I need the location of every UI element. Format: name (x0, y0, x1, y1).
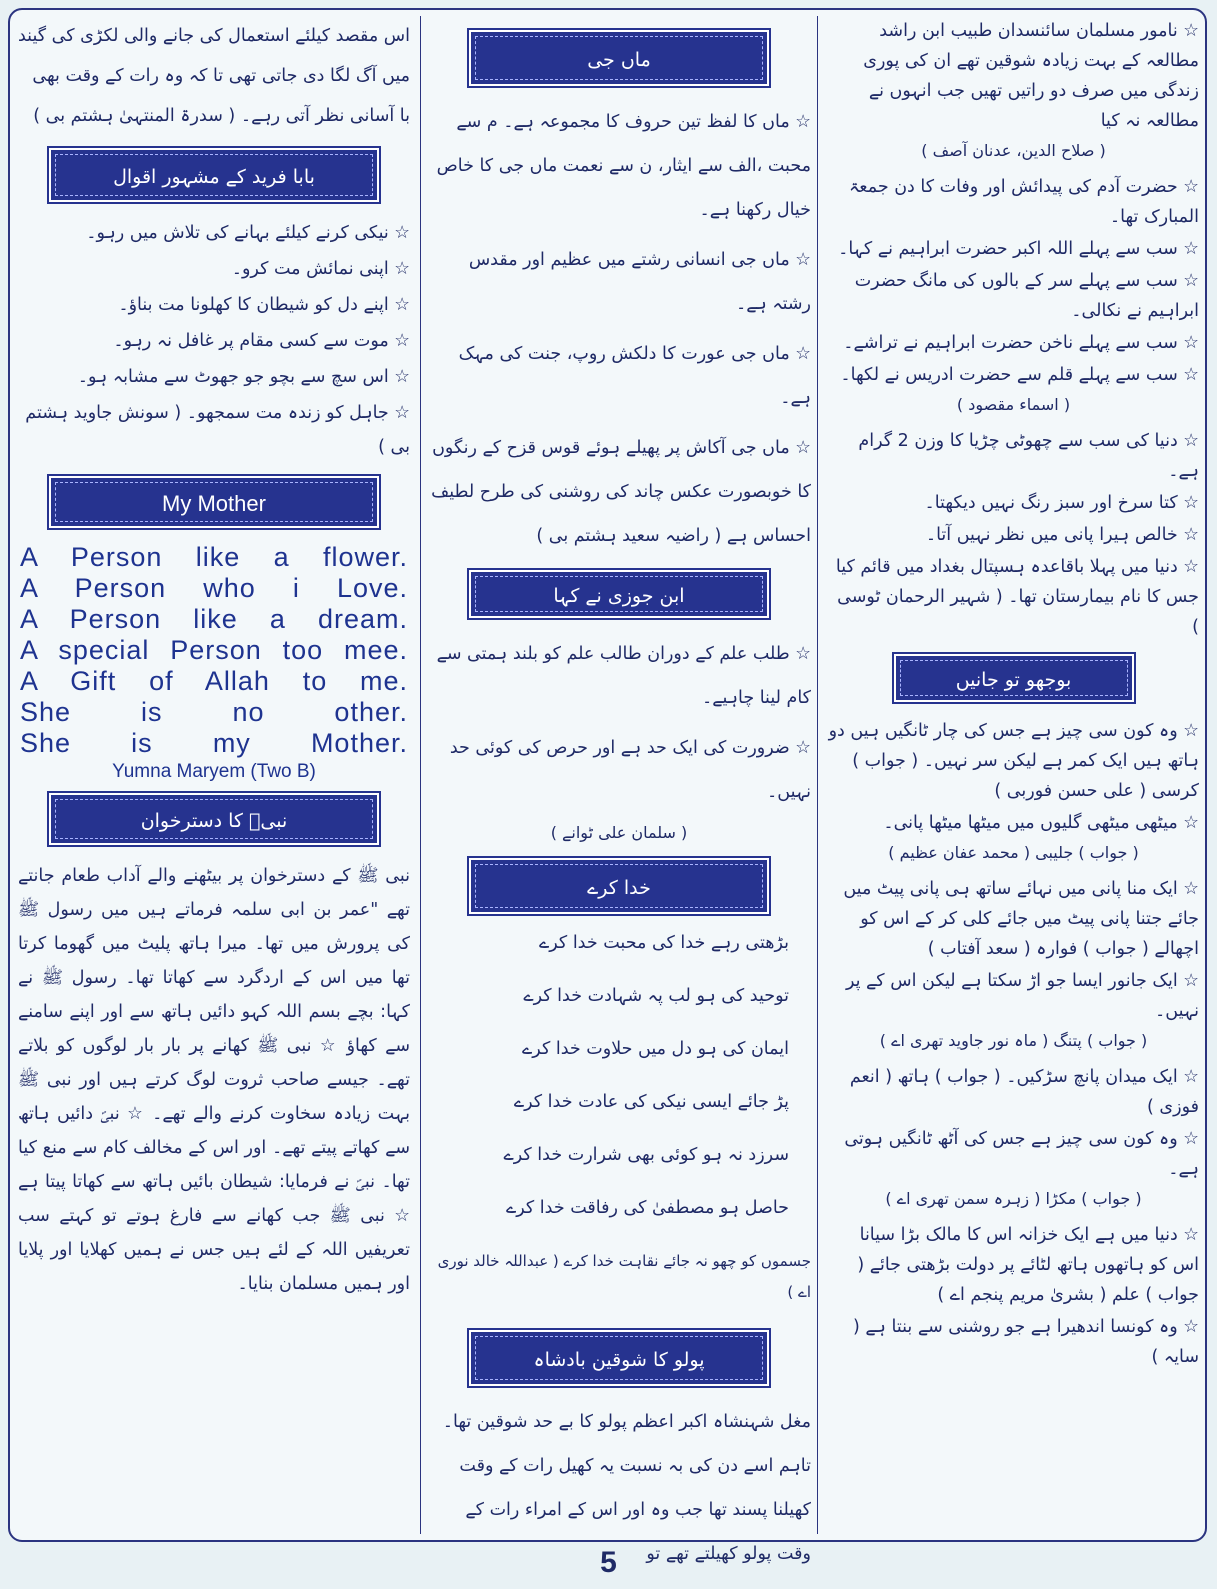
ibn-jauzi-item: ☆ ضرورت کی ایک حد ہے اور حرص کی کوئی حد نہیں۔ (449, 738, 811, 802)
english-poem-line: A special Person too mee. (20, 635, 408, 665)
poem-line: حاصل ہو مصطفیٰ کی رفاقت خدا کرے (506, 1198, 789, 1218)
fact-item: ☆ سب سے پہلے ناخن حضرت ابراہیم نے تراشے۔ (843, 333, 1199, 353)
riddle-item: ☆ ایک جانور ایسا جو اڑ سکتا ہے لیکن اس کے پر نہیں۔ (845, 971, 1199, 1021)
english-poem-line: A Gift of Allah to me. (20, 666, 408, 696)
left-column (12, 16, 416, 1534)
saying-item: ☆ نیکی کرنے کیلئے بہانے کی تلاش میں رہو۔ (86, 223, 410, 243)
riddle-item: ☆ ایک منا پانی میں نہائے ساتھ ہی پانی پیٹ میں جائے جتنا پانی پیٹ میں جائے کلی کر کے اس کو اچھالے ( جواب ) فوارہ ( سعد آفتاب ) (843, 879, 1199, 959)
polo-text: مغل شہنشاہ اکبر اعظم پولو کا بے حد شوقین تھا۔ تاہم اسے دن کی بہ نسبت یہ کھیل رات کے وقت کھیلنا پسند تھا جب وہ اور اس کے امراء رات کے وقت پولو کھیلتے تھے تو (442, 1412, 811, 1564)
riddle-item: ☆ وہ کونسا اندھیرا ہے جو روشنی سے بنتا ہے ( سایہ ) (853, 1317, 1199, 1367)
my-mother-heading-box (49, 476, 379, 528)
riddle-item: ☆ میٹھی میٹھی گلیوں میں میٹھا میٹھا پانی۔ (883, 813, 1199, 833)
fact-item: ☆ نامور مسلمان سائنسدان طبیب ابن راشد مطالعہ کے بہت زیادہ شوقین تھے ان کی پوری زندگی میں صرف دو راتیں تھیں جب انہوں نے مطالعہ نہ کیا (863, 21, 1199, 131)
maa-ji-heading: ماں جی (587, 49, 651, 71)
fact-item: ☆ دنیا میں پہلا باقاعدہ ہسپتال بغداد میں قائم کیا جس کا نام بیمارستان تھا۔ ( شہیر الرحمان ٹوسی ) (835, 557, 1199, 637)
right-column (822, 16, 1205, 1534)
saying-item: ☆ جاہل کو زندہ مت سمجھو۔ ( سونش جاوید ہشتم بی ) (25, 403, 410, 457)
poem-line: بڑھتی رہے خدا کی محبت خدا کرے (539, 933, 789, 953)
polo-heading: پولو کا شوقین بادشاہ (533, 1349, 705, 1371)
fact-item: ☆ کتا سرخ اور سبز رنگ نہیں دیکھتا۔ (924, 493, 1199, 513)
fact-item: ☆ سب سے پہلے اللہ اکبر حضرت ابراہیم نے کہا۔ (838, 239, 1199, 259)
maa-ji-item: ☆ ماں جی انسانی رشتے میں عظیم اور مقدس رشتہ ہے۔ (468, 250, 811, 314)
riddle-item: ☆ وہ کون سی چیز ہے جس کی آٹھ ٹانگیں ہوتی ہے۔ (844, 1129, 1199, 1179)
riddles-heading-box (894, 654, 1134, 702)
fact-item: ☆ دنیا کی سب سے چھوٹی چڑیا کا وزن 2 گرام ہے۔ (858, 431, 1199, 481)
riddle-answer: ( جواب ) مکڑا ( زہرہ سمن تھری اے ) (885, 1189, 1142, 1208)
contributor-credit: ( صلاح الدین، عدنان آصف ) (921, 141, 1106, 160)
maa-ji-item: ☆ ماں جی آکاش پر پھیلے ہوئے قوس قزح کے رنگوں کا خوبصورت عکس چاند کی روشنی کی طرح لطیف احساس ہے ( راضیہ سعید ہشتم بی ) (431, 438, 811, 546)
ibn-jauzi-heading-box (469, 570, 769, 618)
poem-line: ایمان کی ہو دل میں حلاوت خدا کرے (522, 1039, 789, 1059)
dastarkhwan-heading-box (49, 793, 379, 845)
riddle-item: ☆ ایک میدان پانچ سڑکیں۔ ( جواب ) ہاتھ ( انعم فوزی ) (849, 1067, 1199, 1117)
maa-ji-heading-box (469, 30, 769, 86)
saying-item: ☆ موت سے کسی مقام پر غافل نہ رہو۔ (113, 331, 410, 351)
english-poem-line: She is my Mother. (20, 728, 408, 758)
maa-ji-item: ☆ ماں کا لفظ تین حروف کا مجموعہ ہے۔ م سے محبت ،الف سے ایثار، ن سے نعمت ماں جی کا خاص خیال رکھنا ہے۔ (436, 112, 811, 220)
baba-farid-heading-box (49, 148, 379, 202)
baba-farid-heading: بابا فرید کے مشہور اقوال (113, 166, 315, 188)
english-poem-line: A Person like a flower. (20, 542, 408, 572)
saying-item: ☆ اپنی نمائش مت کرو۔ (231, 259, 410, 279)
saying-item: ☆ اس سچ سے بچو جو جھوٹ سے مشابہ ہو۔ (77, 367, 410, 387)
middle-column (420, 16, 818, 1564)
dastarkhwan-heading: نبیؐ کا دسترخوان (140, 810, 288, 832)
riddle-answer: ( جواب ) جلیبی ( محمد عفان عظیم ) (888, 843, 1139, 862)
english-poem-line: A Person like a dream. (20, 604, 408, 634)
fact-item: ☆ سب سے پہلے قلم سے حضرت ادریس نے لکھا۔ (840, 365, 1199, 385)
riddle-item: ☆ وہ کون سی چیز ہے جس کی چار ٹانگیں ہیں دو ہاتھ ہیں ایک کمر ہے لیکن سر نہیں۔ ( جواب ) کرسی ( علی حسن فوربی ) (828, 721, 1199, 801)
contributor-credit: ( سلمان علی ٹوانے ) (550, 823, 688, 842)
ibn-jauzi-item: ☆ طلب علم کے دوران طالب علم کو بلند ہمتی سے کام لینا چاہیے۔ (436, 644, 811, 708)
khuda-kare-heading: خدا کرے (587, 877, 651, 899)
poem-line: توحید کی ہو لب پہ شہادت خدا کرے (523, 986, 789, 1006)
polo-continuation: اس مقصد کیلئے استعمال کی جانے والی لکڑی کی گیند میں آگ لگا دی جاتی تھی تا کہ وہ رات کے وقت بھی با آسانی نظر آتی رہے۔ ( سدرۃ المنتہیٰ ہشتم بی ) (18, 26, 410, 126)
riddles-heading: بوجھو تو جانیں (955, 669, 1072, 691)
khuda-kare-heading-box (469, 858, 769, 914)
poem-line: جسموں کو چھو نہ جائے نقاہت خدا کرے ( عبداللہ خالد نوری اے ) (437, 1252, 811, 1301)
fact-item: ☆ خالص ہیرا پانی میں نظر نہیں آتا۔ (925, 525, 1199, 545)
riddle-answer: ( جواب ) پتنگ ( ماہ نور جاوید تھری اے ) (879, 1031, 1148, 1050)
polo-heading-box (469, 1330, 769, 1386)
fact-item: ☆ سب سے پہلے سر کے بالوں کی مانگ حضرت ابراہیم نے نکالی۔ (854, 271, 1199, 321)
poem-author: Yumna Maryem (Two B) (112, 761, 316, 782)
poem-line: سرزد نہ ہو کوئی بھی شرارت خدا کرے (503, 1145, 789, 1165)
english-poem-line: She is no other. (20, 697, 408, 727)
my-mother-heading: My Mother (162, 491, 266, 516)
poem-line: پڑ جائے ایسی نیکی کی عادت خدا کرے (513, 1092, 789, 1112)
english-poem-line: A Person who i Love. (20, 573, 408, 603)
saying-item: ☆ اپنے دل کو شیطان کا کھلونا مت بناؤ۔ (118, 295, 410, 315)
ibn-jauzi-heading: ابن جوزی نے کہا (553, 585, 685, 607)
riddle-item: ☆ دنیا میں ہے ایک خزانہ اس کا مالک بڑا سیانا اس کو ہاتھوں ہاتھ لٹائے پر دولت بڑھتی جائے ( جواب ) علم ( بشریٰ مریم پنجم اے ) (857, 1225, 1199, 1305)
contributor-credit: ( اسماء مقصود ) (956, 395, 1071, 414)
fact-item: ☆ حضرت آدم کی پیدائش اور وفات کا دن جمعۃ المبارک تھا۔ (849, 177, 1199, 227)
dastarkhwan-text: نبی ﷺ کے دسترخوان پر بیٹھنے والے آداب طعام جانتے تھے "عمر بن ابی سلمہ فرماتے ہیں میں رسول ﷺ کی پرورش میں تھا۔ میرا ہاتھ پلیٹ میں گھوما کرتا تھا میں اس کے اردگرد سے کھاتا تھا۔ رسول ﷺ نے کہا: بچے بسم اللہ کہو دائیں ہاتھ سے اور اپنے سامنے سے کھاؤ ☆ نبی ﷺ کھانے پر بار بار لوگوں کو بلاتے تھے۔ جیسے صاحب ثروت لوگ کرتے ہیں اور نبی ﷺ بہت زیادہ سخاوت کرنے والے تھے۔ ☆ نبیؐ دائیں ہاتھ سے کھاتے پیتے تھے۔ اور اس کے مخالف کام سے منع کیا تھا۔ نبیؐ نے فرمایا: شیطان بائیں ہاتھ سے کھاتا پیتا ہے ☆ نبی ﷺ جب کھانے سے فارغ ہوتے تو کہتے سب تعریفیں اللہ کے لئے ہیں جس نے ہمیں کھلایا اور پلایا اور ہمیں مسلمان بنایا۔ (18, 866, 410, 1294)
maa-ji-item: ☆ ماں جی عورت کا دلکش روپ، جنت کی مہک ہے۔ (458, 344, 811, 408)
page-number: 5 (600, 1546, 617, 1579)
